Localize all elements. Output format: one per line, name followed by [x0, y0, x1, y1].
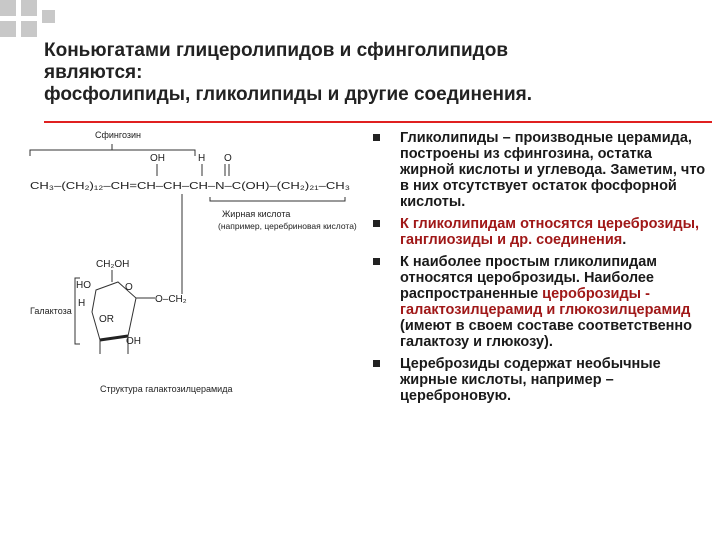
- bullet-list: [370, 130, 710, 410]
- bullet-square-icon: [373, 220, 380, 227]
- bullet-square-icon: [373, 360, 380, 367]
- galactose-label: Галактоза: [30, 306, 72, 316]
- bullet-text: Гликолипиды – производные церамида, построены из сфингозина, остатка жирной кислоты и углевода. Заметим, что в них отсутствует остаток фосфорной кислоты.: [400, 130, 706, 210]
- structure-caption: Структура галактозилцерамида: [100, 384, 233, 394]
- decorative-squares: [0, 0, 60, 40]
- page-title: [44, 40, 704, 106]
- ring-h-label: H: [78, 298, 86, 309]
- bullet-item-cerebrosides: [370, 254, 710, 350]
- fatty-acid-label: Жирная кислота: [222, 209, 291, 219]
- ring-oh-label: OH: [126, 336, 141, 347]
- bullet-text: К наиболее простым гликолипидам относятся цероброзиды. Наиболее распространенные: [400, 254, 657, 302]
- bullet-text-highlight: цероброзиды - галактозилцерамид и глюкозилцерамид: [400, 286, 691, 318]
- o-ch2-label: O–CH₂: [155, 294, 187, 305]
- bullet-item-glycolipids: [370, 130, 710, 210]
- main-chain-formula: CH₃–(CH₂)₁₂–CH=CH–CH–CH–N–C(OH)–(CH₂)₂₁–CH₃: [30, 180, 350, 192]
- oh-label: OH: [150, 153, 165, 164]
- ring-or-label: OR: [99, 314, 114, 325]
- bullet-square-icon: [373, 134, 380, 141]
- bullet-text: Цереброзиды содержат необычные жирные кислоты, например – цереброновую.: [400, 356, 661, 404]
- bullet-text: (имеют в своем составе соответственно галактозу и глюкозу).: [400, 318, 693, 350]
- h-label: H: [198, 153, 206, 164]
- ring-ho-label: HO: [76, 280, 91, 291]
- bullet-text: .: [622, 232, 627, 248]
- o-label: O: [224, 153, 232, 164]
- bullet-item-classes: [370, 216, 710, 248]
- title-line-3: фосфолипиды, гликолипиды и другие соединения.: [44, 84, 533, 105]
- ch2oh-label: CH₂OH: [96, 259, 130, 270]
- title-line-1: Коньюгатами глицеролипидов и сфинголипидов: [44, 40, 509, 61]
- ring-oxygen-label: O: [125, 282, 133, 293]
- galactosylceramide-structure: [0, 122, 360, 412]
- title-line-2: являются:: [44, 62, 143, 83]
- fatty-acid-note: (например, церебриновая кислота): [218, 221, 357, 231]
- bullet-item-fatty-acids: [370, 356, 710, 404]
- bullet-text-highlight: К гликолипидам относятся цереброзиды, ганглиозиды и др. соединения: [400, 216, 699, 248]
- sphingosine-label: Сфингозин: [95, 130, 142, 140]
- bullet-square-icon: [373, 258, 380, 265]
